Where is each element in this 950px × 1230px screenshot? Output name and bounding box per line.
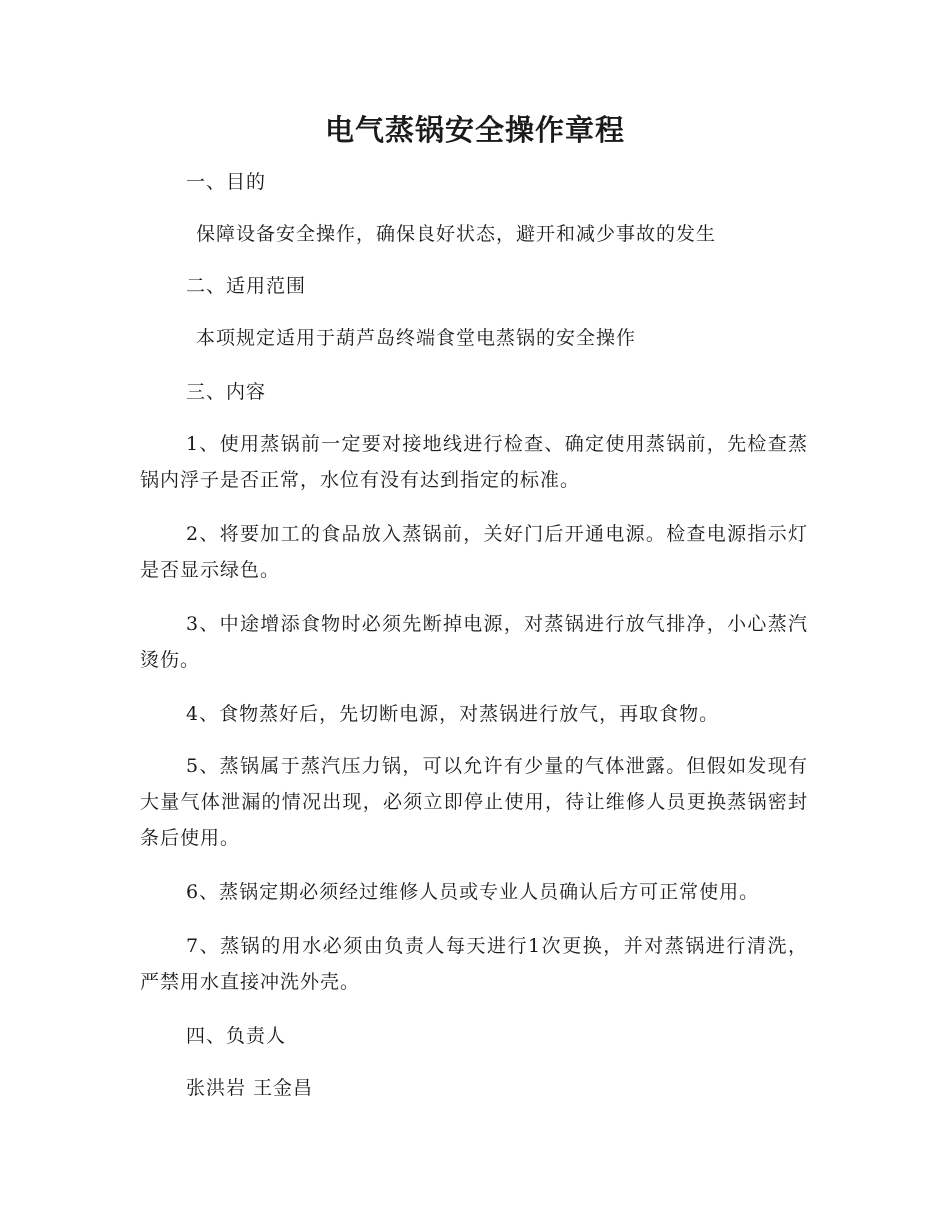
document-title: 电气蒸锅安全操作章程 [324, 113, 625, 147]
content-item: 3、中途增添食物时必须先断掉电源，对蒸锅进行放气排净，小心蒸汽烫伤。 [140, 613, 808, 671]
section-heading-responsible: 四、负责人 [186, 1025, 287, 1047]
content-item: 5、蒸锅属于蒸汽压力锅，可以允许有少量的气体泄露。但假如发现有大量气体泄漏的情况出现，必须立即停止使用，待让维修人员更换蒸锅密封条后使用。 [140, 755, 808, 849]
content-item: 2、将要加工的食品放入蒸锅前，关好门后开通电源。检查电源指示灯是否显示绿色。 [140, 523, 808, 581]
section-heading-scope: 二、适用范围 [186, 275, 307, 297]
section-heading-purpose: 一、目的 [186, 171, 267, 193]
content-item: 7、蒸锅的用水必须由负责人每天进行1次更换，并对蒸锅进行清洗，严禁用水直接冲洗外壳。 [140, 935, 808, 993]
section-body-purpose: 保障设备安全操作，确保良好状态，避开和减少事故的发生 [196, 223, 717, 245]
responsible-persons: 张洪岩 王金昌 [186, 1077, 314, 1099]
section-body-scope: 本项规定适用于葫芦岛终端食堂电蒸锅的安全操作 [196, 327, 637, 349]
content-item: 1、使用蒸锅前一定要对接地线进行检查、确定使用蒸锅前，先检查蒸锅内浮子是否正常，水位有没有达到指定的标准。 [140, 433, 808, 491]
content-item: 6、蒸锅定期必须经过维修人员或专业人员确认后方可正常使用。 [186, 881, 760, 903]
content-item: 4、食物蒸好后，先切断电源，对蒸锅进行放气，再取食物。 [186, 703, 720, 725]
section-heading-content: 三、内容 [186, 381, 267, 403]
